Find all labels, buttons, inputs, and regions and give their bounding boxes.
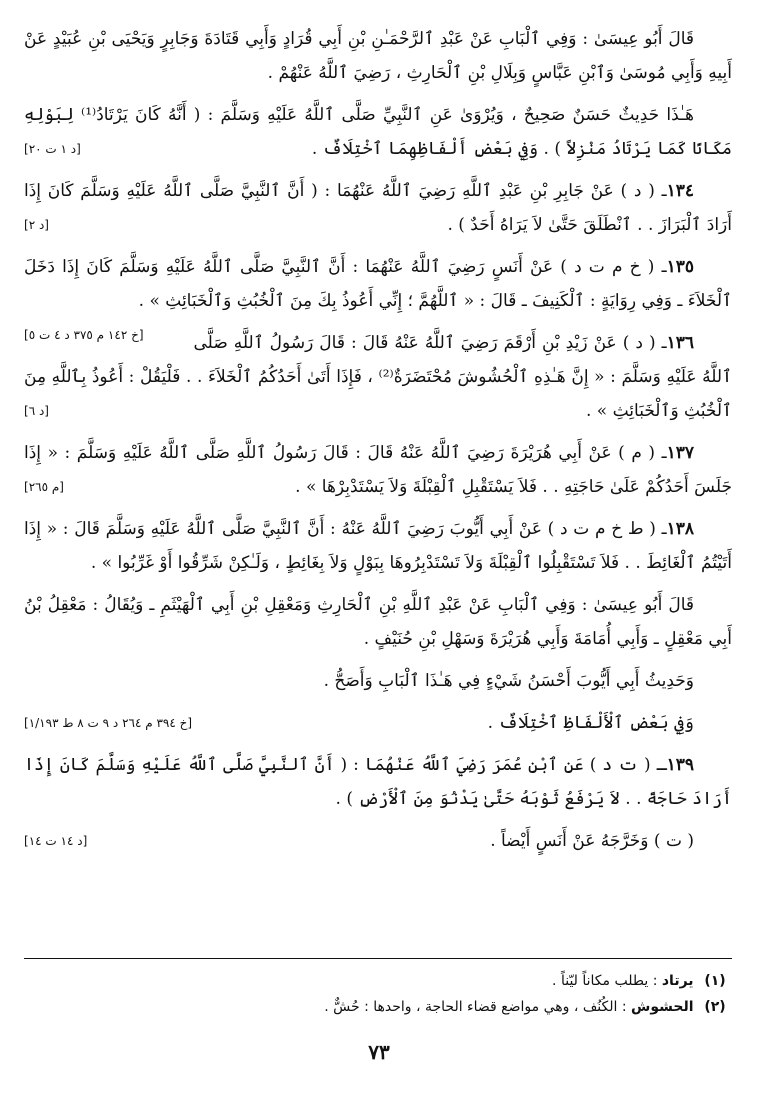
hadith-135 — [24, 250, 732, 342]
source-reference: [خ ٣٩٤ م ٢٦٤ د ٩ ت ٨ ط ١/١٩٣] — [24, 716, 193, 730]
paragraph-text: وَفِي بَعْضِ ٱلْأَلْفَاظِ ٱخْتِلَافٌ . — [487, 713, 694, 733]
paragraph-text: ـ ( خ م ت د ) عَنْ أَنَسٍ رَضِيَ ٱللَّهُ عَنْهُمَا : أَنَّ ٱلنَّبِيَّ صَلَّى ٱللَّهُ عَلَيْهِ وَسَلَّمَ كَانَ إِذَا دَخَلَ ٱلْخَلاَءَ ـ وَفِي رِوَايَةٍ : ٱلْكَنِيفَ ـ قَالَ : « ٱللَّهُمَّ ؛ إِنِّي أَعُوذُ بِكَ مِنَ ٱلْخُبُثِ وَٱلْخَبَائِثِ » . — [24, 257, 732, 311]
source-reference: [د ٦] — [24, 404, 49, 418]
hadith-134 — [24, 174, 732, 242]
paragraph-wording-note — [24, 706, 732, 740]
footnote-term: يرتاد — [661, 973, 694, 989]
footnote-2 — [24, 994, 732, 1020]
hadith-138 — [24, 512, 732, 580]
hadith-number: ١٣٥ — [666, 257, 694, 277]
paragraph-abu-ayyub-note — [24, 664, 732, 698]
hadith-number: ١٣٨ — [666, 519, 694, 539]
footnote-term: الحشوش — [631, 999, 694, 1015]
footnotes — [24, 968, 732, 1020]
paragraph-text: ـ ( ط خ م ت د ) عَنْ أَبِي أَيُّوبَ رَضِيَ ٱللَّهُ عَنْهُ : أَنَّ ٱلنَّبِيَّ صَلَّى ٱللَّهُ عَلَيْهِ وَسَلَّمَ قَالَ : « إِذَا أَتَيْتُمُ ٱلْغَائِطَ . . فَلاَ تَسْتَقْبِلُوا ٱلْقِبْلَةَ وَلاَ تَسْتَدْبِرُوهَا بِبَوْلٍ وَلاَ بِغَائِطٍ ، وَلَـٰكِنْ شَرِّقُوا أَوْ غَرِّبُوا » . — [24, 519, 732, 573]
paragraph-text: ـ ( ت د ) عَنِ ٱبْنِ عُمَرَ رَضِيَ ٱللَّهُ عَنْهُمَا : ( أَنَّ ٱلنَّبِيَّ صَلَّى ٱللَّهُ عَلَيْهِ وَسَلَّمَ كَانَ إِذَا أَرَادَ حَاجَةً . . لاَ يَرْفَعُ ثَوْبَهُ حَتَّىٰ يَدْنُوَ مِنَ ٱلْأَرْضِ ) . — [24, 755, 732, 809]
footnote-text: : الكُنُف ، وهي مواضع قضاء الحاجة ، واحدها : حُشٌّ . — [324, 999, 627, 1015]
footnote-text: : يطلب مكاناً ليّناً . — [552, 973, 658, 989]
paragraph-tirmidhi-note-2 — [24, 588, 732, 656]
hadith-137 — [24, 436, 732, 504]
paragraph-text: هَـٰذَا حَدِيثٌ حَسَنٌ صَحِيحٌ ، وَيُرْوَىٰ عَنِ ٱلنَّبِيِّ صَلَّى ٱللَّهُ عَلَيْهِ وَسَلَّمَ : ( أَنَّهُ كَانَ يَرْتَادُ⁽¹⁾ لِبَوْلِهِ مَكَانًا كَمَا يَرْتَادُ مَنْزِلاً ) . وَفِي بَعْضِ أَلْفَاظِهِمَا ٱخْتِلَافٌ . — [24, 105, 732, 159]
hadith-number: ١٣٧ — [666, 443, 694, 463]
main-text — [24, 22, 732, 866]
source-reference: [د ١ ت ٢٠] — [24, 142, 81, 156]
footnote-1 — [24, 968, 732, 994]
source-reference: [م ٢٦٥] — [24, 480, 64, 494]
source-reference: [خ ١٤٢ م ٣٧٥ د ٤ ت ٥] — [24, 328, 144, 342]
footnote-number: (٢) — [704, 999, 726, 1015]
hadith-139 — [24, 748, 732, 816]
source-reference: [د ٢] — [24, 218, 49, 232]
paragraph-text: ـ ( م ) عَنْ أَبِي هُرَيْرَةَ رَضِيَ ٱللَّهُ عَنْهُ قَالَ : قَالَ رَسُولُ ٱللَّهِ صَلَّى ٱللَّهُ عَلَيْهِ وَسَلَّمَ : « إِذَا جَلَسَ أَحَدُكُمْ عَلَىٰ حَاجَتِهِ . . فَلاَ يَسْتَقْبِلِ ٱلْقِبْلَةَ وَلاَ يَسْتَدْبِرْهَا » . — [24, 443, 732, 497]
hadith-136 — [24, 326, 732, 428]
paragraph-text: قَالَ أَبُو عِيسَىٰ : وَفِي ٱلْبَابِ عَنْ عَبْدِ ٱلرَّحْمَـٰنِ بْنِ أَبِي قُرَادٍ وَأَبِي قَتَادَةَ وَجَابِرٍ وَيَحْيَى بْنِ عُبَيْدٍ عَنْ أَبِيهِ وَأَبِي مُوسَىٰ وَٱبْنِ عَبَّاسٍ وَبِلَالِ بْنِ ٱلْحَارِثِ ، رَضِيَ ٱللَّهُ عَنْهُمْ . — [24, 29, 732, 83]
paragraph-text: قَالَ أَبُو عِيسَىٰ : وَفِي ٱلْبَابِ عَنْ عَبْدِ ٱللَّهِ بْنِ ٱلْحَارِثِ وَمَعْقِلِ بْنِ أَبِي ٱلْهَيْثَمِ ـ وَيُقَالُ : مَعْقِلُ بْنُ أَبِي مَعْقِلٍ ـ وَأَبِي أُمَامَةَ وَأَبِي هُرَيْرَةَ وَسَهْلِ بْنِ حُنَيْفٍ . — [24, 595, 732, 649]
source-reference: [د ١٤ ت ١٤] — [24, 834, 88, 848]
paragraph-text: ـ ( د ) عَنْ زَيْدِ بْنِ أَرْقَمَ رَضِيَ ٱللَّهُ عَنْهُ قَالَ : قَالَ رَسُولُ ٱللَّهِ صَلَّى ٱللَّهُ عَلَيْهِ وَسَلَّمَ : « إِنَّ هَـٰذِهِ ٱلْحُشُوشَ مُحْتَضَرَةٌ⁽²⁾ ، فَإِذَا أَتَىٰ أَحَدُكُمُ ٱلْخَلاَءَ . . فَلْيَقُلْ : أَعُوذُ بِٱللَّهِ مِنَ ٱلْخُبُثِ وَٱلْخَبَائِثِ » . — [24, 333, 732, 421]
hadith-number: ١٣٦ — [666, 333, 694, 353]
hadith-number: ١٣٩ — [666, 755, 694, 775]
paragraph-anas-note — [24, 824, 732, 858]
paragraph-tirmidhi-note-1 — [24, 22, 732, 90]
footnote-number: (١) — [704, 973, 726, 989]
paragraph-hadith-grade — [24, 98, 732, 166]
page-number: ٧٣ — [368, 1040, 390, 1064]
paragraph-text: ـ ( د ) عَنْ جَابِرِ بْنِ عَبْدِ ٱللَّهِ رَضِيَ ٱللَّهُ عَنْهُمَا : ( أَنَّ ٱلنَّبِيَّ صَلَّى ٱللَّهُ عَلَيْهِ وَسَلَّمَ كَانَ إِذَا أَرَادَ ٱلْبَرَازَ . . ٱنْطَلَقَ حَتَّىٰ لاَ يَرَاهُ أَحَدٌ ) . — [24, 181, 732, 235]
paragraph-text: ( ت ) وَخَرَّجَهُ عَنْ أَنَسٍ أَيْضاً . — [490, 831, 694, 851]
footnote-divider — [24, 958, 732, 959]
hadith-number: ١٣٤ — [666, 181, 694, 201]
paragraph-text: وَحَدِيثُ أَبِي أَيُّوبَ أَحْسَنُ شَيْءٍ فِي هَـٰذَا ٱلْبَابِ وَأَصَحُّ . — [323, 671, 694, 691]
